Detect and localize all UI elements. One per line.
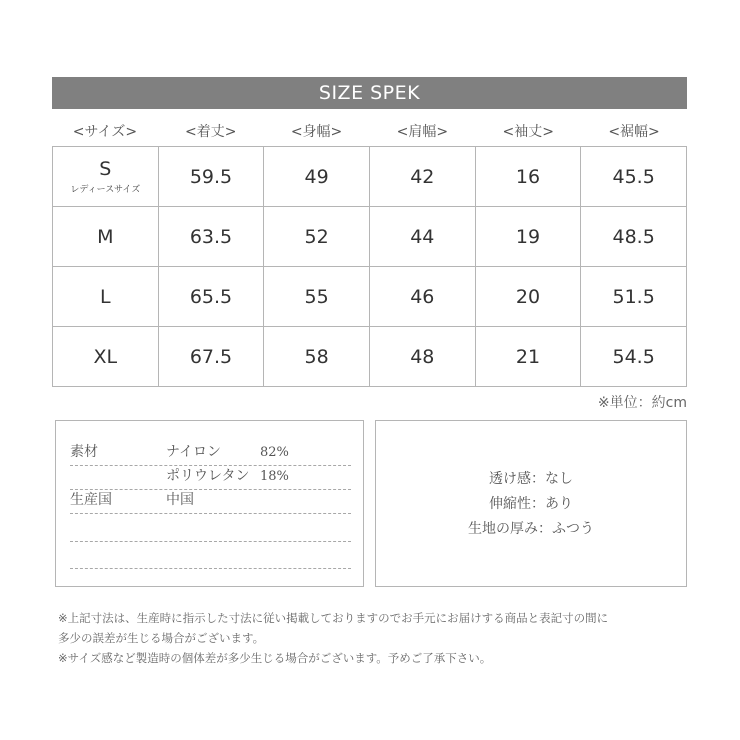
column-header-hem: <裾幅> [608, 124, 660, 140]
material-name: ナイロン [166, 444, 222, 460]
table-row [53, 147, 687, 207]
note-line: ※上記寸法は、生産時に指示した寸法に従い掲載しておりますのでお手元にお届けする商品と表記寸の間に [58, 611, 609, 625]
feature-list [376, 467, 686, 542]
column-header-shoulder: <肩幅> [396, 124, 449, 140]
value-cell: 52 [264, 207, 370, 267]
column-header-sleeve: <袖丈> [502, 124, 554, 140]
empty-row [70, 544, 351, 569]
value-cell: 42 [369, 147, 475, 207]
value-cell: 54.5 [581, 327, 687, 387]
column-header-row [52, 121, 687, 143]
value-cell: 20 [475, 267, 581, 327]
size-spec-title: SIZE SPEK [52, 77, 687, 109]
empty-row [70, 517, 351, 542]
material-box [55, 420, 364, 587]
value-cell: 49 [264, 147, 370, 207]
material-row [70, 465, 351, 490]
value-cell: 55 [264, 267, 370, 327]
notes [58, 608, 698, 668]
feature-stretch: 伸縮性：あり [489, 496, 573, 512]
size-cell [53, 147, 159, 207]
value-cell: 48.5 [581, 207, 687, 267]
size-table [52, 146, 687, 387]
value-cell: 19 [475, 207, 581, 267]
table-row [53, 327, 687, 387]
column-header-size: <サイズ> [72, 124, 138, 140]
value-cell: 16 [475, 147, 581, 207]
feature-thickness: 生地の厚み：ふつう [468, 521, 594, 537]
table-row [53, 207, 687, 267]
column-header-chest: <身幅> [290, 124, 343, 140]
value-cell: 21 [475, 327, 581, 387]
value-cell: 58 [264, 327, 370, 387]
size-cell: L [53, 267, 159, 327]
material-name: ポリウレタン [166, 468, 250, 484]
value-cell: 45.5 [581, 147, 687, 207]
size-cell: M [53, 207, 159, 267]
feature-transparency: 透け感：なし [489, 471, 573, 487]
material-label: 素材 [70, 444, 98, 460]
origin-row [70, 489, 351, 514]
value-cell: 51.5 [581, 267, 687, 327]
note-line: 多少の誤差が生じる場合がございます。 [58, 631, 265, 645]
size-cell: XL [53, 327, 159, 387]
material-row [70, 441, 351, 466]
size-sublabel: レディースサイズ [70, 184, 141, 195]
table-row [53, 267, 687, 327]
origin-value: 中国 [166, 492, 194, 508]
material-percent: 82% [260, 445, 289, 460]
value-cell: 48 [369, 327, 475, 387]
size-label: S [99, 157, 112, 180]
material-percent: 18% [260, 469, 289, 484]
feature-box [375, 420, 687, 587]
value-cell: 59.5 [158, 147, 264, 207]
column-header-length: <着丈> [185, 124, 237, 140]
value-cell: 46 [369, 267, 475, 327]
unit-note: ※単位：約cm [597, 395, 687, 411]
note-line: ※サイズ感など製造時の個体差が多少生じる場合がございます。予めご了承下さい。 [58, 651, 492, 665]
value-cell: 44 [369, 207, 475, 267]
value-cell: 67.5 [158, 327, 264, 387]
value-cell: 65.5 [158, 267, 264, 327]
origin-label: 生産国 [70, 492, 112, 508]
value-cell: 63.5 [158, 207, 264, 267]
